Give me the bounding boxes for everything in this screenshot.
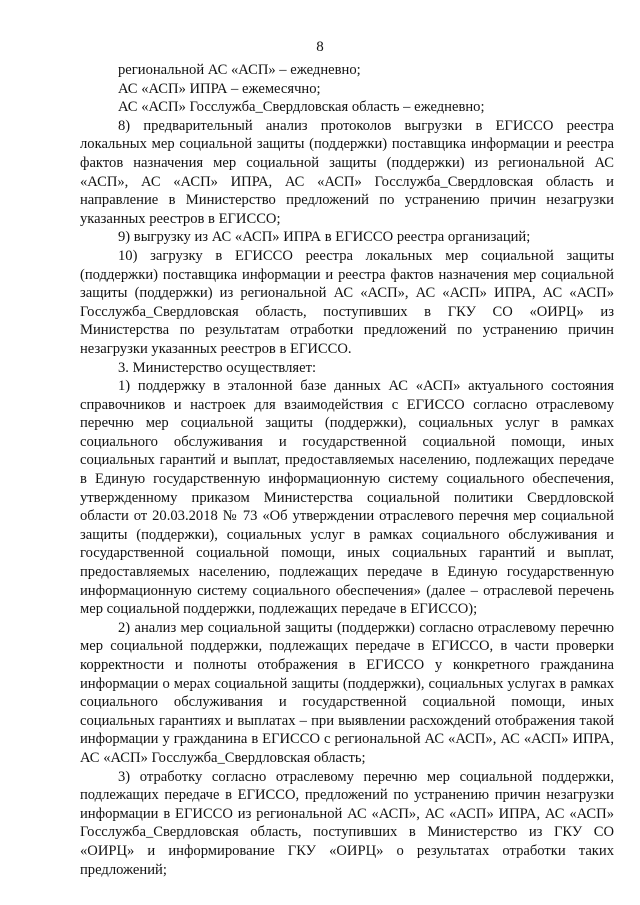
paragraph-section-3-item-1: 1) поддержку в эталонной базе данных АС «АСП» актуального состояния справочников и настроек для взаимодействия с ЕГИССО согласно отраслевому перечню мер социальной защиты (поддержки), социальных услуг в рамках социального обслуживания и государственной социальной помощи, иных социальных гарантий и выплат, предоставляемых населению, подлежащих передаче в Единую государственную информационную систему социального обеспечения, утвержденному приказом Министерства социальной политики Свердловской области от 20.03.2018 № 73 «Об утверждении отраслевого перечня мер социальной защиты (поддержки), социальных услуг в рамках социального обслуживания и государственной социальной помощи, иных социальных гарантий и выплат, предоставляемых населению, подлежащих передаче в Единую государственную информационную систему социального обеспечения» (далее – отраслевой перечень мер социальной поддержки, подлежащих передаче в ЕГИССО);	[80, 378, 614, 618]
paragraph-gossluzhba-daily: АС «АСП» Госслужба_Свердловская область – ежедневно;	[118, 99, 485, 116]
paragraph-section-3-heading: 3. Министерство осуществляет:	[118, 359, 316, 376]
paragraph-item-9: 9) выгрузку из АС «АСП» ИПРА в ЕГИССО реестра организаций;	[118, 229, 531, 246]
page-number: 8	[316, 39, 324, 55]
paragraph-item-10: 10) загрузку в ЕГИССО реестра локальных мер социальной защиты (поддержки) поставщика информации и реестра фактов назначения мер социальной защиты (поддержки) из региональной АС «АСП», АС «АСП» ИПРА, АС «АСП» Госслужба_Свердловская область, поступивших в ГКУ СО «ОИРЦ» из Министерства по результатам отработки предложений по устранению причин незагрузки указанных реестров в ЕГИССО.	[80, 247, 614, 357]
document-body	[80, 61, 614, 879]
paragraph-section-3-item-2: 2) анализ мер социальной защиты (поддержки) согласно отраслевому перечню мер социальной поддержки, подлежащих передаче в ЕГИССО, в части проверки корректности и полноты отображения в ЕГИССО у конкретного гражданина информации о мерах социальной защиты (поддержки), социальных услугах в рамках социального обслуживания и государственной социальной помощи, иных социальных гарантиях и выплатах – при выявлении расхождений отображения такой информации у гражданина в ЕГИССО с региональной АС «АСП», АС «АСП» ИПРА, АС «АСП» Госслужба_Свердловская область;	[80, 619, 614, 766]
paragraph-ipra-monthly: АС «АСП» ИПРА – ежемесячно;	[118, 80, 321, 97]
paragraph-regional-daily: региональной АС «АСП» – ежедневно;	[118, 62, 361, 78]
paragraph-item-8: 8) предварительный анализ протоколов выгрузки в ЕГИССО реестра локальных мер социальной защиты (поддержки) поставщика информации и реестра фактов назначения мер социальной защиты (поддержки) из региональной АС «АСП», АС «АСП» ИПРА, АС «АСП» Госслужба_Свердловская область и направление в Министерство предложений по устранению причин незагрузки указанных реестров в ЕГИССО;	[80, 117, 614, 227]
paragraph-section-3-item-3: 3) отработку согласно отраслевому перечню мер социальной поддержки, подлежащих передаче в ЕГИССО, предложений по устранению причин незагрузки информации в ЕГИССО из региональной АС «АСП», АС «АСП» ИПРА, АС «АСП» Госслужба_Свердловская область, поступивших в Министерство из ГКУ СО «ОИРЦ» и информирование ГКУ «ОИРЦ» о результатах отработки таких предложений;	[80, 768, 614, 878]
